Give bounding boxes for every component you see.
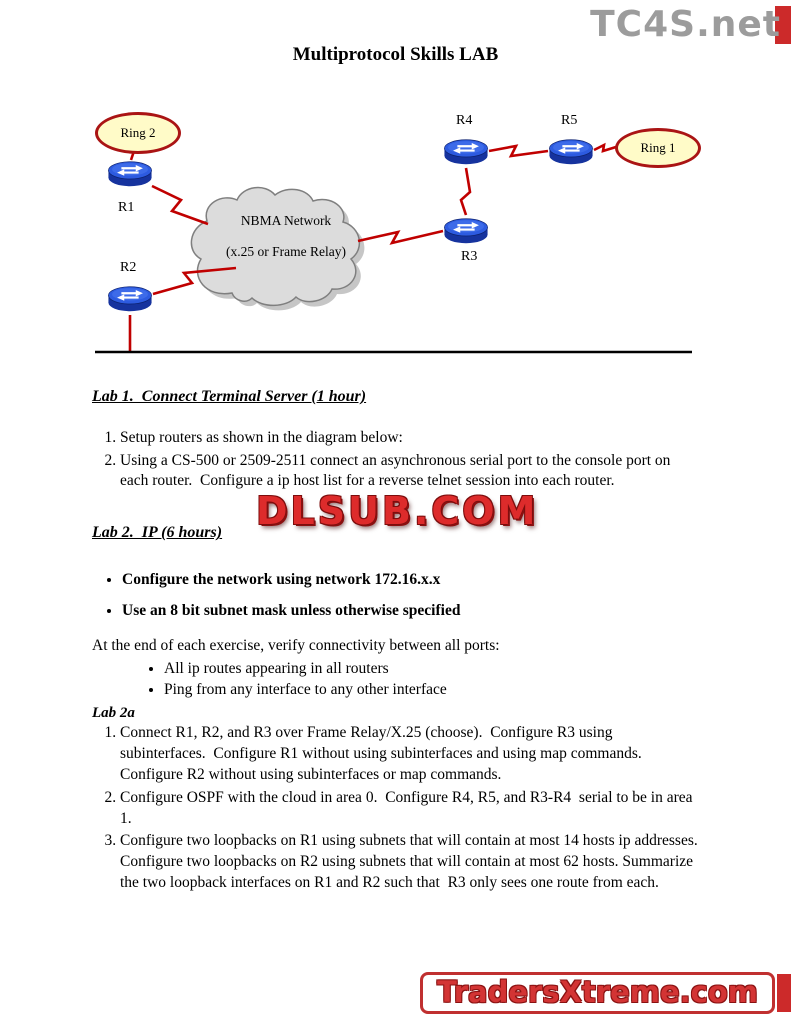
link-r3-r4 <box>461 168 470 215</box>
router-r2 <box>107 283 153 315</box>
router-r1 <box>107 158 153 190</box>
cloud-label-line1: NBMA Network <box>240 213 332 228</box>
r3-label: R3 <box>461 249 478 264</box>
lab2a-item-2: 2. Configure OSPF with the cloud in area 0. Configure R4, R5, and R3-R4 serial to be in area 1. <box>120 788 700 830</box>
tc4s-watermark-text: TC4S.net <box>590 4 781 45</box>
traders-watermark-text: TradersXtreme.com <box>437 975 758 1009</box>
r4-label: R4 <box>456 113 473 128</box>
lab2-heading: Lab 2. IP (6 hours) <box>92 524 223 542</box>
lab2a-list <box>92 723 700 894</box>
link-cloud-r3 <box>358 231 443 243</box>
router-r4 <box>443 136 489 168</box>
ring1-label: Ring 1 <box>640 140 676 155</box>
traders-red-strip <box>777 974 791 1012</box>
verify-bullet-1: • All ip routes appearing in all routers <box>164 659 700 680</box>
ring2-node <box>95 112 181 154</box>
router-r5 <box>548 136 594 168</box>
dlsub-watermark: DLSUB.COM <box>256 489 539 533</box>
lab2-bullet-1: • Configure the network using network 172.16.x.x <box>122 570 700 591</box>
verify-bullet-2: • Ping from any interface to any other interface <box>164 680 700 701</box>
traders-watermark-box <box>420 972 775 1014</box>
r5-label: R5 <box>561 113 578 128</box>
verify-intro: At the end of each exercise, verify connectivity between all ports: <box>92 636 500 654</box>
lab2-bullet-2: • Use an 8 bit subnet mask unless otherwise specified <box>122 601 700 622</box>
lab2a-heading: Lab 2a <box>92 704 135 721</box>
router-icon <box>443 136 489 168</box>
document-body <box>92 386 700 896</box>
lab1-heading: Lab 1. Connect Terminal Server (1 hour) <box>92 388 367 405</box>
ring1-node <box>615 128 701 168</box>
lab1-item-2: 2. Using a CS-500 or 2509-2511 connect an asynchronous serial port to the console port on each router. Configure a ip host list for a reverse telnet session into each router. <box>120 451 700 493</box>
cloud-label-line2: (x.25 or Frame Relay) <box>226 244 346 259</box>
page-title: Multiprotocol Skills LAB <box>292 44 499 65</box>
ring2-label: Ring 2 <box>120 125 156 140</box>
router-icon <box>107 283 153 315</box>
lab2a-item-3: 3. Configure two loopbacks on R1 using subnets that will contain at most 14 hosts ip addresses. Configure two loopbacks on R2 using subnets that will contain at most 62 hosts. Summarize the two loopback interfaces on R1 and R2 such that R3 only sees one route from each. <box>120 831 700 894</box>
r2-label: R2 <box>120 260 137 275</box>
router-icon <box>443 215 489 247</box>
router-icon <box>548 136 594 168</box>
traders-watermark <box>420 972 791 1014</box>
lab1-list <box>92 428 700 493</box>
router-r3 <box>443 215 489 247</box>
router-icon <box>107 158 153 190</box>
lab2-bullet-list <box>92 570 700 622</box>
lab2a-item-1: 1. Connect R1, R2, and R3 over Frame Relay/X.25 (choose). Configure R3 using subinterfaces. Configure R1 without using subinterfaces and using map commands. Configure R2 without using subinterfaces or map commands. <box>120 723 700 786</box>
link-r5-ring1 <box>594 145 616 151</box>
r1-label: R1 <box>118 200 135 215</box>
link-r4-r5 <box>489 146 548 156</box>
verify-bullet-list <box>92 659 700 701</box>
network-diagram <box>0 0 791 380</box>
lab1-item-1: 1. Setup routers as shown in the diagram below: <box>120 428 700 449</box>
